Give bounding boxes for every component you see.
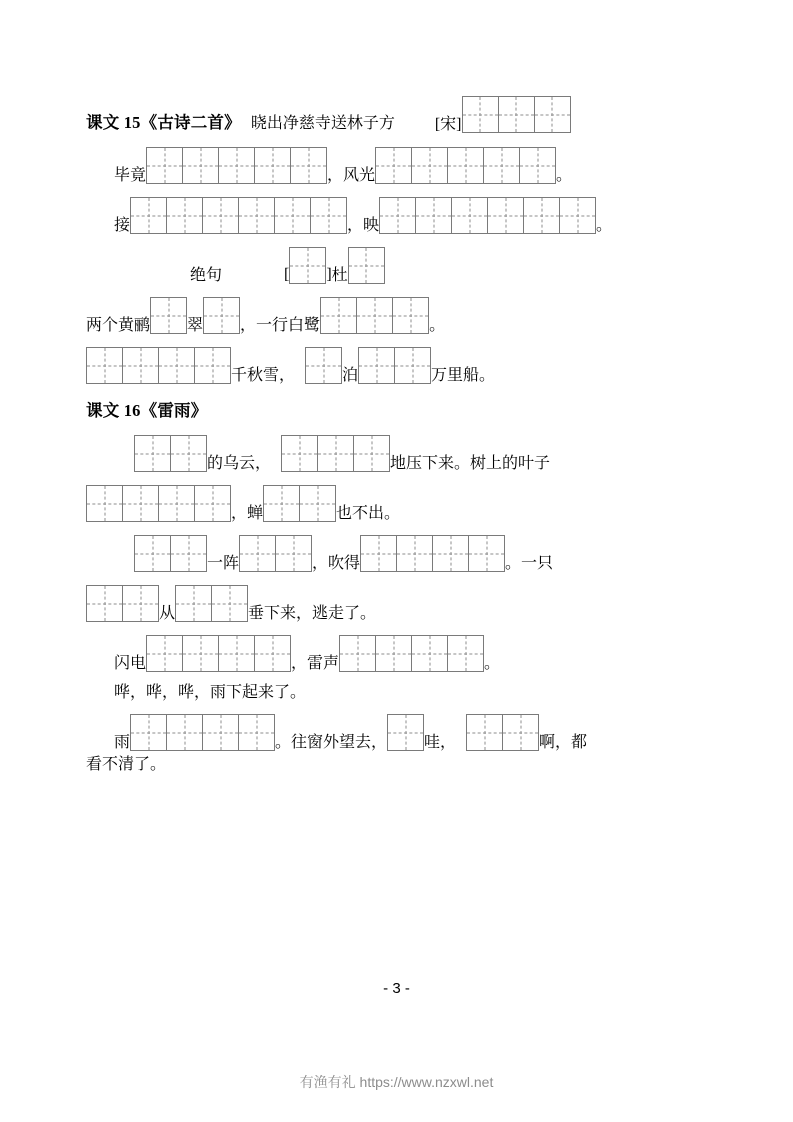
answer-grid-l16-l7-b[interactable]: [387, 714, 424, 751]
line2-middle: 映: [363, 217, 380, 234]
answer-cell[interactable]: [86, 347, 123, 384]
answer-grid-l16-l2-a[interactable]: [86, 485, 231, 522]
answer-cell[interactable]: [166, 714, 203, 751]
answer-cell[interactable]: [158, 485, 195, 522]
answer-cell[interactable]: [290, 147, 327, 184]
l16-line1-suffix: 地压下来。树上的叶子: [390, 455, 551, 472]
answer-cell[interactable]: [122, 585, 159, 622]
poem1-dynasty: [宋]: [434, 116, 462, 133]
lesson16-line3-row: [86, 535, 706, 572]
answer-cell[interactable]: [238, 714, 275, 751]
answer-cell[interactable]: [281, 435, 318, 472]
lesson15-line3-row: [86, 297, 706, 334]
lesson15-heading-row: [86, 96, 706, 133]
line3-period: 。: [429, 317, 446, 334]
answer-cell[interactable]: [175, 585, 212, 622]
answer-grid-l16-l4-a[interactable]: [86, 585, 159, 622]
l16-line3-suffix: 。一只: [505, 555, 554, 572]
lesson15-line2-row: [86, 197, 706, 234]
answer-cell[interactable]: [238, 197, 275, 234]
answer-grid-l16-l2-b[interactable]: [263, 485, 336, 522]
answer-cell[interactable]: [411, 147, 448, 184]
answer-cell[interactable]: [275, 535, 312, 572]
answer-cell[interactable]: [415, 197, 452, 234]
lesson16-line2-row: [86, 485, 706, 522]
answer-cell[interactable]: [375, 147, 412, 184]
answer-cell[interactable]: [150, 297, 187, 334]
answer-cell[interactable]: [182, 147, 219, 184]
answer-cell[interactable]: [194, 485, 231, 522]
answer-cell[interactable]: [447, 147, 484, 184]
lesson16-line8-row: [86, 757, 706, 773]
answer-grid-l16-l4-b[interactable]: [175, 585, 248, 622]
answer-grid-l15-l3-a[interactable]: [150, 297, 187, 334]
answer-cell[interactable]: [305, 347, 342, 384]
worksheet-content: [86, 96, 706, 773]
answer-cell[interactable]: [523, 197, 560, 234]
line3-comma: ，: [240, 317, 257, 334]
lesson16-line5-row: [86, 635, 706, 672]
l16-line7-suffix: 啊，都: [539, 734, 588, 751]
answer-cell[interactable]: [202, 714, 239, 751]
answer-cell[interactable]: [498, 96, 535, 133]
answer-cell[interactable]: [432, 535, 469, 572]
answer-grid-l16-l3-b[interactable]: [239, 535, 312, 572]
l16-line8-text: 看不清了。: [86, 756, 167, 773]
l16-line7-mid2: 哇，: [424, 734, 457, 751]
l16-line3-mid1: 一阵: [207, 555, 240, 572]
l16-line4-suffix: 垂下来，逃走了。: [248, 605, 377, 622]
answer-cell[interactable]: [263, 485, 300, 522]
line4-mid2: 泊: [342, 367, 359, 384]
watermark: 有渔有礼 https://www.nzxwl.net: [299, 1074, 494, 1090]
lesson15-line1-row: [86, 147, 706, 184]
answer-cell[interactable]: [86, 585, 123, 622]
l16-line3-comma: ，吹得: [312, 555, 361, 572]
answer-cell[interactable]: [122, 347, 159, 384]
answer-cell[interactable]: [134, 435, 171, 472]
answer-cell[interactable]: [289, 247, 326, 284]
answer-grid-poem2-dynasty[interactable]: [289, 247, 326, 284]
answer-grid-l15-l2-right[interactable]: [379, 197, 596, 234]
line1-comma: ，: [327, 167, 344, 184]
answer-grid-poem2-author[interactable]: [348, 247, 385, 284]
answer-cell[interactable]: [468, 535, 505, 572]
bracket-close: ]: [326, 266, 332, 283]
answer-grid-l15-l3-b[interactable]: [203, 297, 240, 334]
answer-cell[interactable]: [134, 535, 171, 572]
answer-cell[interactable]: [182, 635, 219, 672]
answer-cell[interactable]: [360, 535, 397, 572]
answer-cell[interactable]: [447, 635, 484, 672]
answer-cell[interactable]: [466, 714, 503, 751]
lesson16-line4-row: [86, 585, 706, 622]
answer-cell[interactable]: [534, 96, 571, 133]
answer-cell[interactable]: [203, 297, 240, 334]
answer-cell[interactable]: [130, 714, 167, 751]
l16-line5-comma: ，雷声: [291, 655, 340, 672]
answer-cell[interactable]: [519, 147, 556, 184]
answer-cell[interactable]: [310, 197, 347, 234]
poem2-title-row: [86, 247, 706, 284]
answer-grid-l16-l3-a[interactable]: [134, 535, 207, 572]
answer-grid-l15-l4-b[interactable]: [305, 347, 342, 384]
answer-cell[interactable]: [339, 635, 376, 672]
line2-period: 。: [596, 217, 613, 234]
answer-cell[interactable]: [559, 197, 596, 234]
answer-cell[interactable]: [394, 347, 431, 384]
line1-prefix: 毕竟: [114, 167, 147, 184]
answer-grid-l15-l1-right[interactable]: [375, 147, 556, 184]
lesson16-line6-row: [86, 685, 706, 701]
answer-cell[interactable]: [462, 96, 499, 133]
l16-line7-prefix: 雨: [114, 734, 131, 751]
answer-cell[interactable]: [218, 147, 255, 184]
l16-line2-suffix: 也不出。: [336, 505, 401, 522]
answer-grid-l16-l3-c[interactable]: [360, 535, 505, 572]
l16-line5-prefix: 闪电: [114, 655, 147, 672]
answer-grid-poem1-author[interactable]: [462, 96, 571, 133]
answer-cell[interactable]: [451, 197, 488, 234]
l16-line2-mid: ，蝉: [231, 505, 264, 522]
answer-cell[interactable]: [202, 197, 239, 234]
line1-period: 。: [556, 167, 573, 184]
answer-cell[interactable]: [411, 635, 448, 672]
line4-suffix: 万里船。: [431, 367, 496, 384]
answer-cell[interactable]: [254, 147, 291, 184]
answer-cell[interactable]: [379, 197, 416, 234]
answer-cell[interactable]: [356, 297, 393, 334]
l16-line7-mid1: 。往窗外望去，: [275, 734, 388, 751]
l16-line6-text: 哗，哗，哗，雨下起来了。: [114, 684, 307, 701]
answer-cell[interactable]: [317, 435, 354, 472]
answer-grid-l16-l7-a[interactable]: [130, 714, 275, 751]
answer-grid-l15-l3-c[interactable]: [320, 297, 429, 334]
answer-cell[interactable]: [320, 297, 357, 334]
answer-cell[interactable]: [194, 347, 231, 384]
bracket-open: [: [284, 266, 290, 283]
answer-cell[interactable]: [274, 197, 311, 234]
answer-cell[interactable]: [146, 147, 183, 184]
line3-mid2: 一行白鹭: [256, 317, 321, 334]
answer-grid-l16-l1-b[interactable]: [281, 435, 390, 472]
answer-cell[interactable]: [86, 485, 123, 522]
answer-cell[interactable]: [166, 197, 203, 234]
answer-cell[interactable]: [158, 347, 195, 384]
answer-grid-l15-l4-c[interactable]: [358, 347, 431, 384]
answer-cell[interactable]: [211, 585, 248, 622]
line4-mid1: 千秋雪，: [231, 367, 296, 384]
poem2-title: 绝句: [190, 267, 223, 284]
l16-line5-period: 。: [484, 655, 501, 672]
line1-middle: 风光: [343, 167, 376, 184]
poem2-author-surname: 杜: [331, 267, 348, 284]
l16-line4-mid: 从: [159, 605, 176, 622]
l16-line1-mid: 的乌云，: [207, 455, 272, 472]
answer-cell[interactable]: [170, 535, 207, 572]
answer-cell[interactable]: [392, 297, 429, 334]
answer-cell[interactable]: [146, 635, 183, 672]
lesson16-heading-row: [86, 397, 706, 421]
poem1-title: 晓出净慈寺送林子方: [250, 115, 395, 132]
answer-cell[interactable]: [299, 485, 336, 522]
answer-cell[interactable]: [122, 485, 159, 522]
answer-cell[interactable]: [387, 714, 424, 751]
lesson16-line1-row: [86, 435, 706, 472]
answer-grid-l16-l5-b[interactable]: [339, 635, 484, 672]
answer-grid-l15-l2-left[interactable]: [130, 197, 347, 234]
answer-cell[interactable]: [483, 147, 520, 184]
answer-cell[interactable]: [348, 247, 385, 284]
answer-cell[interactable]: [487, 197, 524, 234]
answer-grid-l15-l4-a[interactable]: [86, 347, 231, 384]
answer-grid-l16-l7-c[interactable]: [466, 714, 539, 751]
answer-cell[interactable]: [218, 635, 255, 672]
lesson16-line7-row: [86, 714, 706, 751]
answer-grid-l16-l1-a[interactable]: [134, 435, 207, 472]
lesson15-heading: 课文 15《古诗二首》: [86, 113, 241, 132]
lesson15-line4-row: [86, 347, 706, 384]
line3-mid1: 翠: [187, 317, 204, 334]
line3-prefix: 两个黄鹂: [86, 317, 151, 334]
answer-cell[interactable]: [358, 347, 395, 384]
line2-comma: ，: [347, 217, 364, 234]
answer-cell[interactable]: [353, 435, 390, 472]
answer-grid-l15-l1-left[interactable]: [146, 147, 327, 184]
answer-cell[interactable]: [375, 635, 412, 672]
answer-cell[interactable]: [130, 197, 167, 234]
answer-cell[interactable]: [396, 535, 433, 572]
answer-cell[interactable]: [170, 435, 207, 472]
page-number: - 3 -: [383, 980, 410, 997]
answer-grid-l16-l5-a[interactable]: [146, 635, 291, 672]
lesson16-heading: 课文 16《雷雨》: [86, 401, 208, 420]
line2-prefix: 接: [114, 217, 131, 234]
answer-cell[interactable]: [254, 635, 291, 672]
answer-cell[interactable]: [502, 714, 539, 751]
answer-cell[interactable]: [239, 535, 276, 572]
